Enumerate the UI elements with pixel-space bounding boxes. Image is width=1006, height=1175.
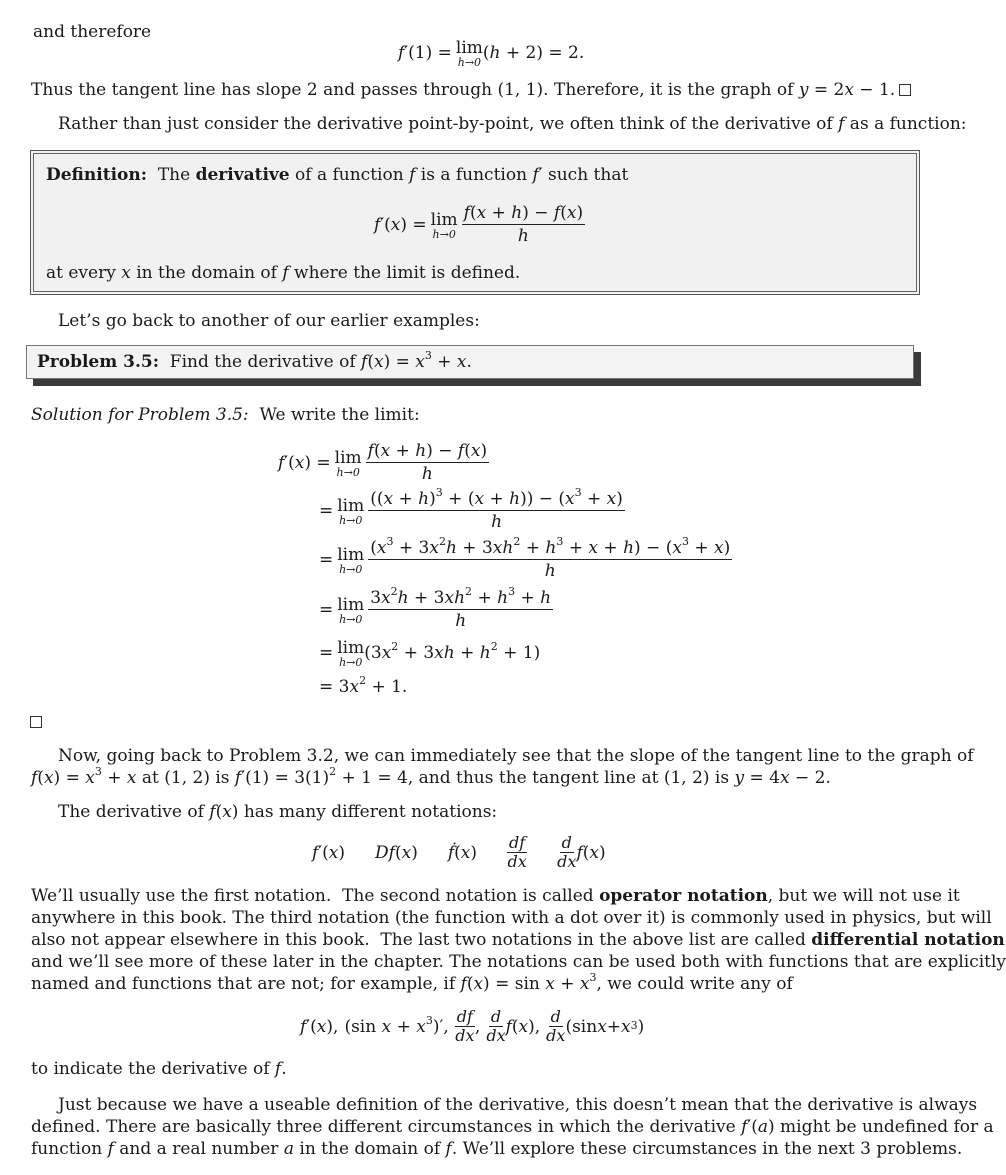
derivation-step-1: f′(x) = lim h→0 $\frac{f(x + h) - f(x)}{h}$ <box>278 441 488 484</box>
qed-box-icon <box>30 716 42 728</box>
intro-text: and therefore <box>33 22 152 42</box>
problem32-line2: $f(x) = x^3 + x$ at (1, 2) is $f'(1) = 3(1)^2 + 1 = 4$, and thus the tangent line at (1, 2) is y = 4x − 2. <box>31 765 831 788</box>
final-line-3: function f and a real number a in the domain of f. We’ll explore these circumstances in the next 3 problems. <box>31 1139 963 1159</box>
problem-box <box>26 345 914 379</box>
notation-dot: ḟ(x) <box>447 842 477 863</box>
definition-closing: at every x in the domain of f where the limit is defined. <box>46 263 521 283</box>
definition-term: derivative <box>195 165 290 185</box>
tangent-sentence: Thus the tangent line has slope 2 and passes through (1, 1). Therefore, it is the graph of y = 2x − 1. <box>31 79 911 101</box>
definition-formula: f′(x) = lim h→0 $\frac{f(x + h) - f(x)}{h}$ <box>374 203 584 246</box>
derivation-step-5: = lim h→0 $(3x^2 + 3xh + h^2 + 1)$ <box>319 638 541 669</box>
notation-d-dx-f: $\frac{d}{dx}$ f ( x ) <box>557 833 606 871</box>
final-line-2: defined. There are basically three different circumstances in which the derivative f′(a) might be undefined for a <box>31 1117 994 1137</box>
lead-in-text: Let’s go back to another of our earlier examples: <box>58 311 480 331</box>
solution-label: Solution for Problem 3.5: <box>31 405 249 425</box>
derivation-step-4: = lim h→0 $\frac{3x^2h + 3xh^2 + h^3 + h}{h}$ <box>319 585 552 631</box>
usage-line-5: named and functions that are not; for example, if $f(x) = \sin x + x^3$, we could write any of <box>31 971 793 994</box>
notations-intro: The derivative of f(x) has many different notations: <box>58 802 498 822</box>
solution-end <box>30 711 42 733</box>
problem32-line1: Now, going back to Problem 3.2, we can immediately see that the slope of the tangent line to the graph of <box>58 746 974 766</box>
notation-prime: f′(x) <box>312 842 346 863</box>
solution-heading <box>31 404 420 426</box>
derivation-step-3: = lim h→0 $\frac{(x^3 + 3x^2h + 3xh^2 + h^3 + x + h) - (x^3 + x)}{h}$ <box>319 535 731 581</box>
notation-operator: Df(x) <box>375 842 418 863</box>
usage-line-3: also not appear elsewhere in this book. The last two notations in the above list are called differential notation <box>31 930 1005 950</box>
solution-intro: We write the limit: <box>259 405 420 425</box>
notations-list <box>312 834 606 871</box>
indicate-text: to indicate the derivative of f. <box>31 1059 287 1079</box>
rather-sentence: Rather than just consider the derivative point-by-point, we often think of the derivative of f as a function: <box>58 114 967 134</box>
derivation-step-6: = $3x^2 + 1$. <box>319 674 408 697</box>
final-line-1: Just because we have a useable definition of the derivative, this doesn’t mean that the derivative is always <box>58 1095 978 1115</box>
usage-line-2: anywhere in this book. The third notation (the function with a dot over it) is commonly used in physics, but will <box>31 908 992 928</box>
problem-statement: Problem 3.5: Find the derivative of $f(x) = x^3 + x$. <box>37 349 472 372</box>
definition-box <box>30 150 920 295</box>
notation-df-dx: $\frac{df}{dx}$ <box>507 833 527 871</box>
definition-label: Definition: <box>46 165 148 185</box>
derivation-step-2: = lim h→0 $\frac{((x + h)^3 + (x + h)) - (x^3 + x)}{h}$ <box>319 486 623 532</box>
problem-label: Problem 3.5: <box>37 352 159 372</box>
equation-f-prime-1: f′(1) = lim h→0 (h + 2) = 2. <box>398 38 585 69</box>
example-notations: f′(x), (sin $x + x^3)'$, $\frac{df}{dx}$ , $\frac{d}{dx}$ f ( x ), $\frac{d}{dx}$ (sin x + x $^3$ ) <box>300 1007 645 1045</box>
qed-box-icon <box>899 84 911 96</box>
definition-statement: Definition: The derivative of a function f is a function f′ such that <box>46 165 629 185</box>
usage-line-1: We’ll usually use the first notation. The second notation is called operator notation, but we will not use it <box>31 886 960 906</box>
usage-line-4: and we’ll see more of these later in the chapter. The notations can be used both with functions that are explicitly <box>31 952 1006 972</box>
